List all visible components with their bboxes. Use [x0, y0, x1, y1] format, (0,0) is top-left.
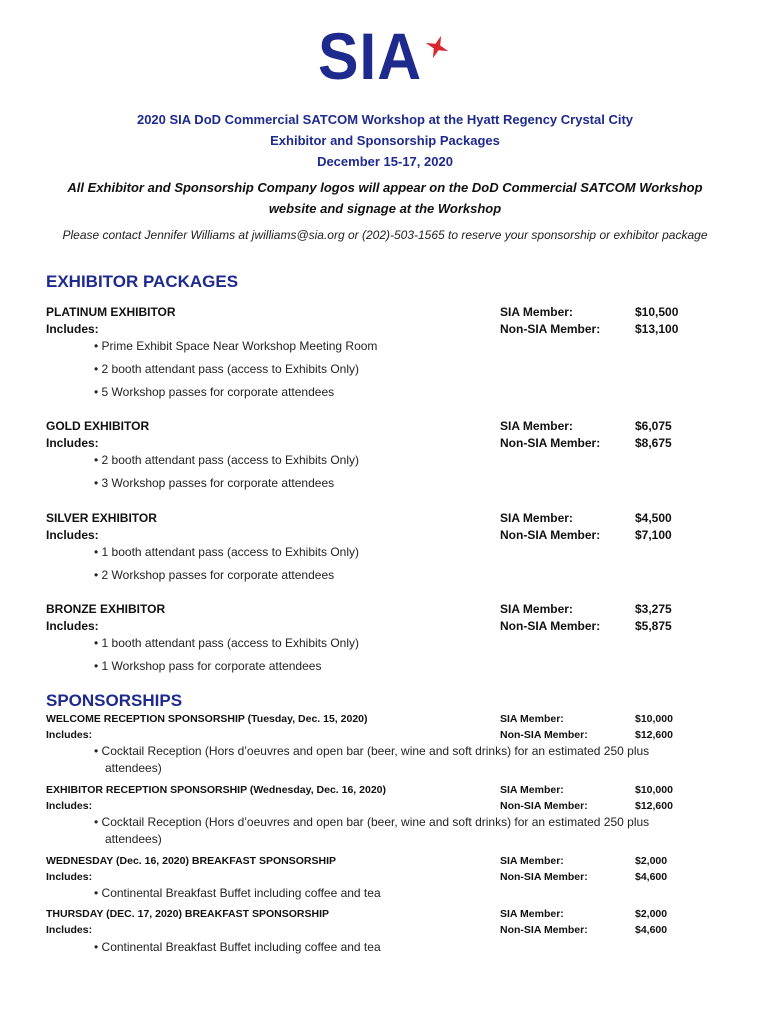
package-title: GOLD EXHIBITOR: [46, 419, 150, 433]
header-dates: December 15-17, 2020: [317, 154, 453, 169]
member-label: SIA Member:: [500, 784, 564, 796]
sponsorship-item-line1: • Cocktail Reception (Hors d’oeuvres and open bar (beer, wine and soft drinks) for an estimated 250 plus: [94, 815, 650, 829]
package-item: • 3 Workshop passes for corporate attendees: [94, 476, 335, 490]
includes-label: Includes:: [46, 729, 93, 741]
member-label: SIA Member:: [500, 713, 564, 725]
member-price: $10,000: [635, 784, 673, 796]
nonmember-price: $12,600: [635, 729, 673, 741]
package-item: • 2 booth attendant pass (access to Exhibits Only): [94, 453, 360, 467]
member-price: $2,000: [635, 908, 668, 920]
nonmember-label: Non-SIA Member:: [500, 436, 601, 450]
nonmember-price: $5,875: [635, 619, 672, 633]
logo-note-line1: All Exhibitor and Sponsorship Company logos will appear on the DoD Commercial SATCOM Workshop: [67, 180, 703, 195]
exhibitor-packages-heading: EXHIBITOR PACKAGES: [46, 272, 239, 291]
sponsorship-item-line2: attendees): [105, 761, 162, 775]
star-icon: [424, 34, 450, 60]
package-item: • 2 Workshop passes for corporate attendees: [94, 568, 335, 582]
member-price: $6,075: [635, 419, 672, 433]
nonmember-price: $4,600: [635, 871, 668, 883]
sponsorship-item: • Continental Breakfast Buffet including coffee and tea: [94, 940, 381, 954]
nonmember-price: $7,100: [635, 528, 672, 542]
sia-logo: [318, 19, 458, 93]
header-subtitle: Exhibitor and Sponsorship Packages: [270, 133, 500, 148]
nonmember-label: Non-SIA Member:: [500, 800, 588, 812]
nonmember-price: $8,675: [635, 436, 672, 450]
sponsorship-item: • Continental Breakfast Buffet including coffee and tea: [94, 886, 381, 900]
includes-label: Includes:: [46, 871, 93, 883]
nonmember-label: Non-SIA Member:: [500, 322, 601, 336]
package-item: • 2 booth attendant pass (access to Exhibits Only): [94, 362, 360, 376]
member-label: SIA Member:: [500, 511, 573, 525]
member-price: $2,000: [635, 855, 668, 867]
member-price: $3,275: [635, 602, 672, 616]
member-label: SIA Member:: [500, 602, 573, 616]
nonmember-label: Non-SIA Member:: [500, 729, 588, 741]
sponsorship-item-line1: • Cocktail Reception (Hors d’oeuvres and open bar (beer, wine and soft drinks) for an estimated 250 plus: [94, 744, 650, 758]
nonmember-price: $4,600: [635, 924, 668, 936]
nonmember-label: Non-SIA Member:: [500, 619, 601, 633]
header-title: 2020 SIA DoD Commercial SATCOM Workshop at the Hyatt Regency Crystal City: [136, 112, 634, 127]
sponsorship-item: [94, 743, 684, 777]
member-label: SIA Member:: [500, 855, 564, 867]
nonmember-label: Non-SIA Member:: [500, 528, 601, 542]
package-item: • 1 booth attendant pass (access to Exhibits Only): [94, 636, 360, 650]
includes-label: Includes:: [46, 436, 99, 450]
member-label: SIA Member:: [500, 419, 573, 433]
logo-text: SIA: [318, 19, 422, 93]
member-price: $10,500: [635, 305, 679, 319]
member-price: $10,000: [635, 713, 673, 725]
includes-label: Includes:: [46, 528, 99, 542]
nonmember-price: $13,100: [635, 322, 679, 336]
includes-label: Includes:: [46, 800, 93, 812]
nonmember-label: Non-SIA Member:: [500, 871, 588, 883]
sponsorship-item-line2: attendees): [105, 832, 162, 846]
logo-note-line2: website and signage at the Workshop: [268, 201, 502, 216]
contact-line: Please contact Jennifer Williams at jwilliams@sia.org or (202)-503-1565 to reserve your sponsorship or exhibitor package: [62, 228, 708, 242]
package-item: • 1 booth attendant pass (access to Exhibits Only): [94, 545, 360, 559]
sponsorship-title: THURSDAY (DEC. 17, 2020) BREAKFAST SPONSORSHIP: [46, 908, 329, 920]
member-label: SIA Member:: [500, 908, 564, 920]
member-price: $4,500: [635, 511, 672, 525]
package-item: • 5 Workshop passes for corporate attendees: [94, 385, 335, 399]
includes-label: Includes:: [46, 322, 99, 336]
sponsorship-title: WELCOME RECEPTION SPONSORSHIP (Tuesday, Dec. 15, 2020): [46, 713, 368, 725]
package-title: SILVER EXHIBITOR: [46, 511, 157, 525]
sponsorship-title: WEDNESDAY (Dec. 16, 2020) BREAKFAST SPONSORSHIP: [46, 855, 337, 867]
includes-label: Includes:: [46, 619, 99, 633]
nonmember-label: Non-SIA Member:: [500, 924, 588, 936]
sponsorship-item: [94, 814, 684, 848]
package-title: PLATINUM EXHIBITOR: [46, 305, 176, 319]
package-item: • 1 Workshop pass for corporate attendees: [94, 659, 322, 673]
nonmember-price: $12,600: [635, 800, 673, 812]
package-title: BRONZE EXHIBITOR: [46, 602, 166, 616]
member-label: SIA Member:: [500, 305, 573, 319]
package-item: • Prime Exhibit Space Near Workshop Meeting Room: [94, 339, 378, 353]
sponsorships-heading: SPONSORSHIPS: [46, 691, 183, 710]
includes-label: Includes:: [46, 924, 93, 936]
sponsorship-title: EXHIBITOR RECEPTION SPONSORSHIP (Wednesday, Dec. 16, 2020): [46, 784, 386, 796]
